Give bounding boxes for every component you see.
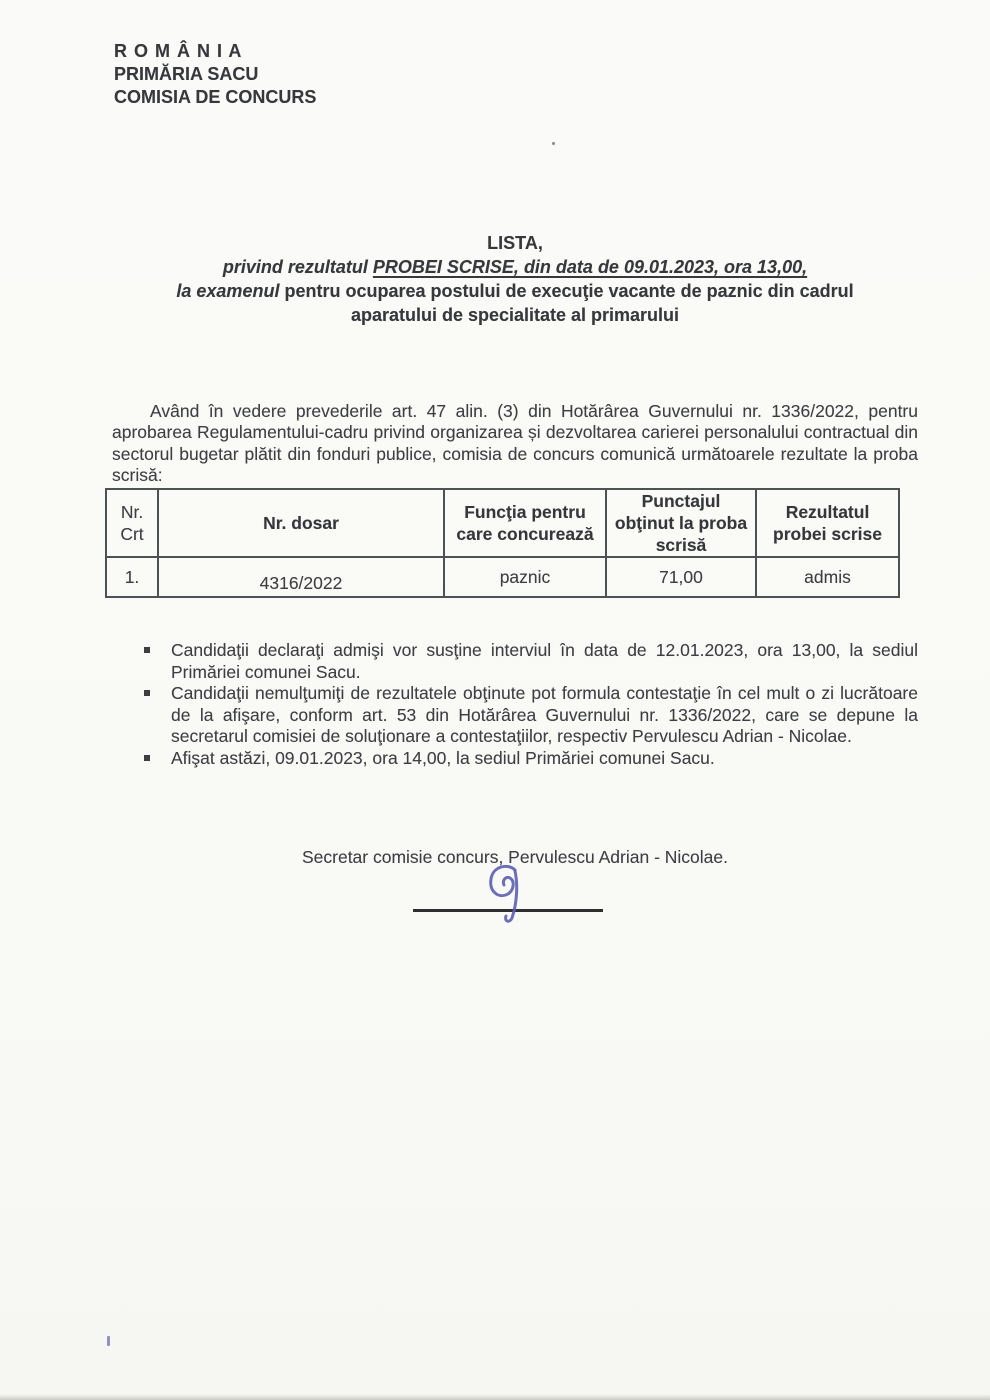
list-item [143, 683, 918, 748]
cell-nr-dosar: 4316/2022 [158, 557, 444, 597]
note-posted: Afişat astăzi, 09.01.2023, ora 14,00, la sediul Primăriei comunei Sacu. [171, 747, 715, 768]
results-table [105, 488, 900, 598]
letterhead-country: R O M Â N I A [114, 41, 243, 61]
bullet-square-icon [144, 690, 150, 696]
notes-list [143, 640, 918, 769]
col-header-functia: Funcţia pentru care concurează [444, 489, 606, 557]
bullet-square-icon [144, 647, 150, 653]
cell-punctaj: 71,00 [606, 557, 756, 597]
title-line-2-prefix: privind rezultatul [222, 257, 373, 277]
col-header-rezultat: Rezultatul probei scrise [756, 489, 899, 557]
title-line-3 [112, 279, 918, 303]
cell-rezultat: admis [756, 557, 899, 597]
note-interview: Candidaţii declaraţi admişi vor susţine interviul în data de 12.01.2023, ora 13,00, la sediul Primăriei comunei Sacu. [171, 640, 918, 682]
title-line-4: aparatului de specialitate al primarului [350, 305, 680, 325]
title-line-3-italic: la examenul [176, 281, 280, 301]
title-line-2-underlined: PROBEI SCRISE, din data de 09.01.2023, ora 13,00, [372, 257, 808, 277]
list-item [143, 640, 918, 683]
document-title [112, 231, 918, 327]
scan-dot-artifact [552, 142, 555, 145]
note-contestation: Candidaţii nemulţumiţi de rezultatele obţinute pot formula contestaţie în cel mult o zi lucrătoare de la afişare, conform art. 53 din Hotărârea Guvernului nr. 1336/2022, care se depune la secretarul comisiei de soluţionare a contestaţiilor, respectiv Pervulescu Adrian - Nicolae. [171, 683, 918, 746]
letterhead-institution: PRIMĂRIA SACU [114, 64, 259, 84]
col-header-punctaj: Punctajul obţinut la proba scrisă [606, 489, 756, 557]
letterhead-committee: COMISIA DE CONCURS [114, 87, 317, 107]
cell-nr-crt: 1. [106, 557, 158, 597]
col-header-nr-crt: Nr. Crt [106, 489, 158, 557]
handwritten-signature [484, 861, 526, 929]
intro-paragraph: Având în vedere prevederile art. 47 alin. (3) din Hotărârea Guvernului nr. 1336/2022, pentru aprobarea Regulamentului-cadru privind organizarea și dezvoltarea carierei personalului contractual din sectorul bugetar plătit din fonduri publice, comisia de concurs comunică următoarele rezultate la proba scrisă: [112, 400, 918, 485]
table-header-row [106, 489, 899, 557]
col-header-nr-dosar: Nr. dosar [158, 489, 444, 557]
letterhead [114, 40, 316, 109]
ink-speck-artifact [107, 1336, 110, 1346]
cell-functia: paznic [444, 557, 606, 597]
title-line-1: LISTA, [487, 233, 543, 253]
list-item [143, 748, 918, 770]
bullet-square-icon [144, 755, 150, 761]
scan-bottom-edge [0, 1394, 990, 1400]
title-line-3-rest: pentru ocuparea postului de execuţie vacante de paznic din cadrul [279, 281, 854, 301]
title-line-2 [112, 255, 918, 279]
table-row [106, 557, 899, 597]
signature-label: Secretar comisie concurs, Pervulescu Adrian - Nicolae. [301, 847, 728, 867]
